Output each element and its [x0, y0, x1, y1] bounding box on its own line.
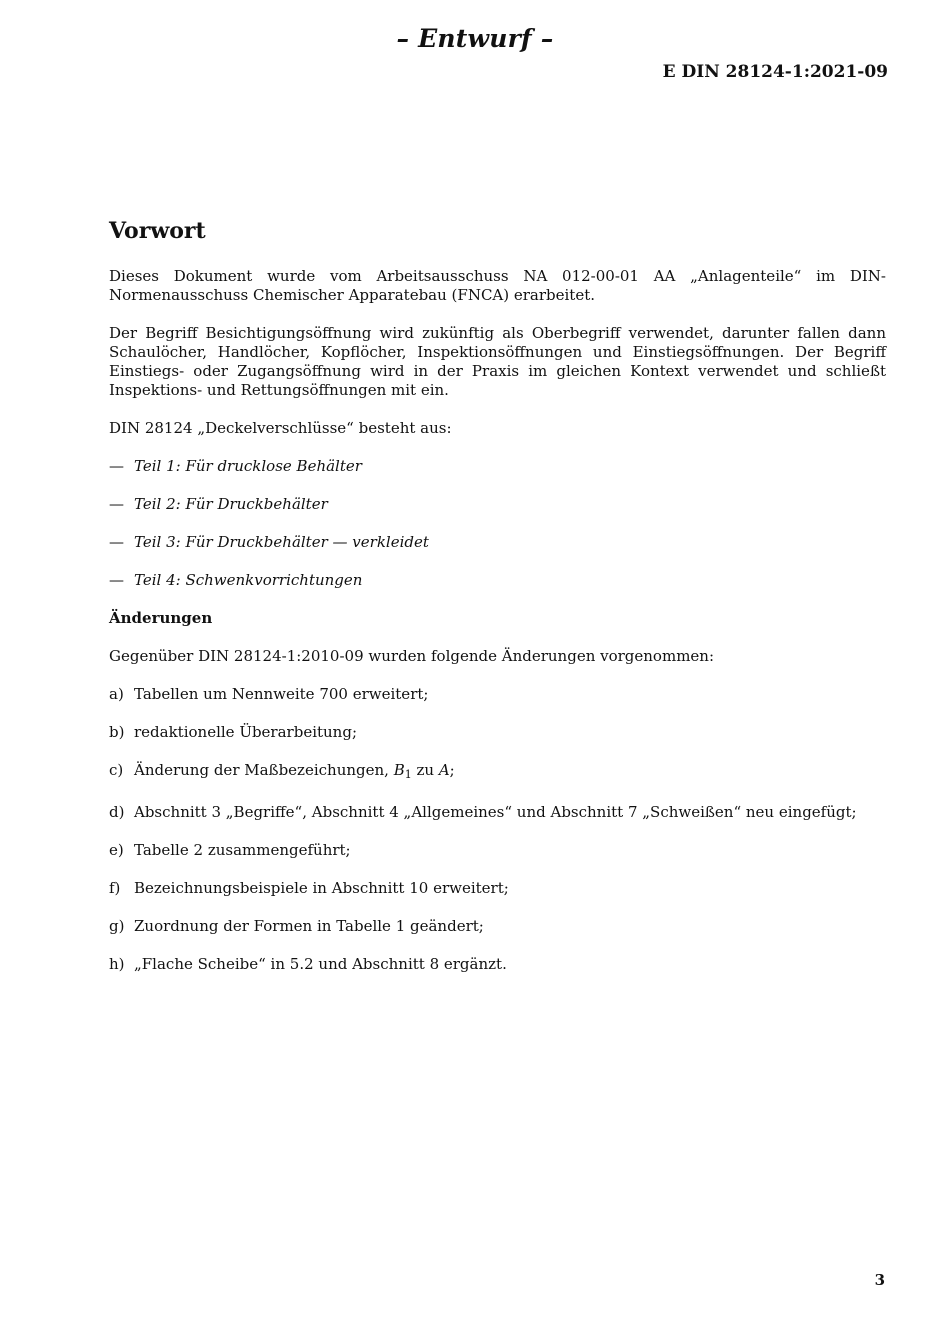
change-text: Tabellen um Nennweite 700 erweitert; [134, 685, 429, 703]
list-letter: a) [109, 685, 124, 703]
change-text: „Flache Scheibe“ in 5.2 und Abschnitt 8 ergänzt. [134, 955, 507, 973]
part-list-item [109, 571, 886, 590]
list-letter: e) [109, 841, 124, 859]
section-title: Vorwort [109, 218, 206, 244]
page-number: 3 [874, 1271, 885, 1289]
list-dash: — [109, 495, 124, 513]
symbol-b: B [393, 761, 405, 779]
change-text: Bezeichnungsbeispiele in Abschnitt 10 erweitert; [134, 879, 509, 897]
change-list-item [109, 761, 886, 784]
change-list-item [109, 917, 886, 936]
change-text: Tabelle 2 zusammengeführt; [134, 841, 351, 859]
part-title: Teil 1: Für drucklose Behälter [134, 457, 362, 475]
symbol-b-subscript: 1 [404, 768, 412, 781]
list-letter: b) [109, 723, 125, 741]
change-list-item [109, 803, 886, 822]
changes-heading: Änderungen [109, 609, 213, 627]
part-title: Teil 2: Für Druckbehälter [134, 495, 328, 513]
document-id: E DIN 28124-1:2021-09 [662, 62, 888, 82]
draft-banner: – Entwurf – [396, 24, 554, 53]
change-list-item [109, 879, 886, 898]
changes-intro: Gegenüber DIN 28124-1:2010-09 wurden folgende Änderungen vorgenommen: [109, 647, 715, 665]
foreword-section [109, 216, 886, 993]
paragraph-terminology: Der Begriff Besichtigungsöffnung wird zukünftig als Oberbegriff verwendet, darunter fallen dann Schaulöcher, Handlöcher, Kopflöcher, Inspektionsöffnungen und Einstiegsöffnungen. Der Begriff Einstiegs- oder Zugangsöffnung wird in der Praxis im gleichen Kontext verwendet und schließt Inspektions- und Rettungsöffnungen mit ein. [109, 324, 886, 399]
change-list-item [109, 723, 886, 742]
paragraph-committee: Dieses Dokument wurde vom Arbeitsausschuss NA 012-00-01 AA „Anlagenteile“ im DIN-Normenausschuss Chemischer Apparatebau (FNCA) erarbeitet. [109, 267, 886, 304]
part-title: Teil 4: Schwenkvorrichtungen [134, 571, 363, 589]
part-list-item [109, 457, 886, 476]
paragraph-parts-intro: DIN 28124 „Deckelverschlüsse“ besteht aus: [109, 419, 452, 437]
list-letter: g) [109, 917, 125, 935]
part-title: Teil 3: Für Druckbehälter — verkleidet [134, 533, 429, 551]
change-text-after: ; [449, 761, 455, 779]
list-letter: f) [109, 879, 121, 897]
symbol-a: A [438, 761, 450, 779]
part-list-item [109, 495, 886, 514]
change-text: redaktionelle Überarbeitung; [134, 723, 358, 741]
change-text-before: Änderung der Maßbezeichungen, [134, 761, 394, 779]
change-list-item [109, 841, 886, 860]
change-text-mid: zu [411, 761, 439, 779]
change-text [134, 761, 455, 784]
part-list-item [109, 533, 886, 552]
list-dash: — [109, 457, 124, 475]
change-text: Abschnitt 3 „Begriffe“, Abschnitt 4 „Allgemeines“ und Abschnitt 7 „Schweißen“ neu eingefügt; [134, 803, 857, 821]
list-letter: c) [109, 761, 124, 779]
change-text: Zuordnung der Formen in Tabelle 1 geändert; [134, 917, 484, 935]
change-list-item [109, 685, 886, 704]
list-dash: — [109, 533, 124, 551]
change-list-item [109, 955, 886, 974]
list-letter: h) [109, 955, 125, 973]
list-letter: d) [109, 803, 125, 821]
list-dash: — [109, 571, 124, 589]
